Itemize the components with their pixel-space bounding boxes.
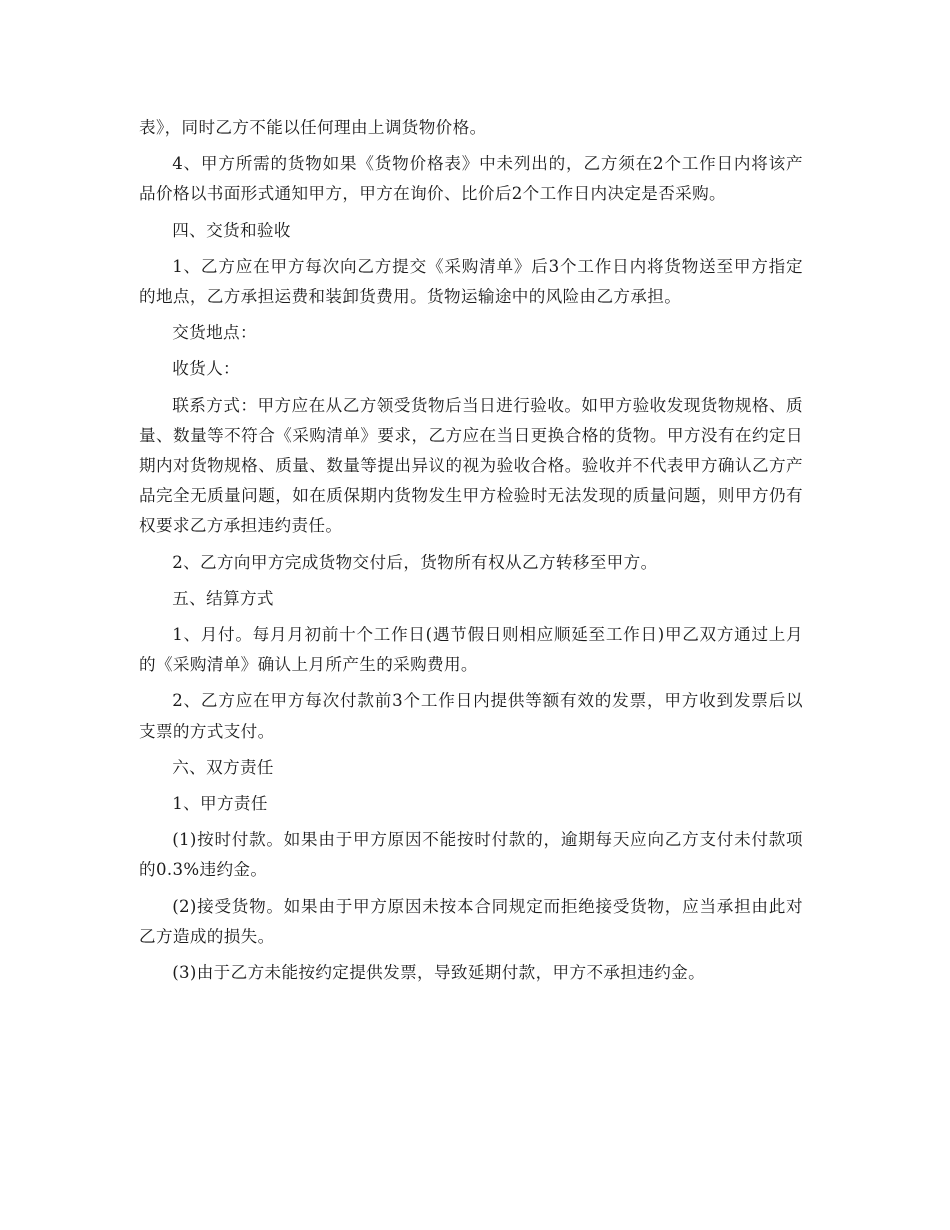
paragraph-invoice: 2、乙方应在甲方每次付款前3个工作日内提供等额有效的发票，甲方收到发票后以支票的方式支付。 [139, 691, 803, 741]
document-body [139, 113, 803, 994]
paragraph-price-adjustment: 表》，同时乙方不能以任何理由上调货物价格。 [139, 118, 487, 137]
field-delivery-location: 交货地点： [172, 323, 257, 343]
paragraph-unlisted-goods: 4、甲方所需的货物如果《货物价格表》中未列出的，乙方须在2个工作日内将该产品价格以书面形式通知甲方，甲方在询价、比价后2个工作日内决定是否采购。 [139, 154, 803, 204]
section-heading-delivery: 四、交货和验收 [172, 220, 291, 240]
section-heading-settlement: 五、结算方式 [172, 588, 274, 608]
paragraph-accept-goods: (2)接受货物。如果由于甲方原因未按本合同规定而拒绝接受货物，应当承担由此对乙方造成的损失。 [139, 896, 803, 946]
paragraph-invoice-delay: (3)由于乙方未能按约定提供发票，导致延期付款，甲方不承担违约金。 [172, 963, 706, 983]
paragraph-timely-payment: (1)按时付款。如果由于甲方原因不能按时付款的，逾期每天应向乙方支付未付款项的0.3%违约金。 [139, 830, 803, 880]
section-heading-responsibilities: 六、双方责任 [172, 757, 274, 777]
subheading-party-a-responsibility: 1、甲方责任 [172, 794, 268, 814]
field-recipient: 收货人： [172, 359, 240, 379]
paragraph-acceptance: 联系方式：甲方应在从乙方领受货物后当日进行验收。如甲方验收发现货物规格、质量、数量等不符合《采购清单》要求，乙方应在当日更换合格的货物。甲方没有在约定日期内对货物规格、质量、数量等提出异议的视为验收合格。验收并不代表甲方确认乙方产品完全无质量问题，如在质保期内货物发生甲方检验时无法发现的质量问题，则甲方仍有权要求乙方承担违约责任。 [139, 395, 803, 536]
paragraph-ownership-transfer: 2、乙方向甲方完成货物交付后，货物所有权从乙方转移至甲方。 [172, 552, 658, 572]
paragraph-monthly-payment: 1、月付。每月月初前十个工作日(遇节假日则相应顺延至工作日)甲乙双方通过上月的《采购清单》确认上月所产生的采购费用。 [139, 625, 803, 675]
paragraph-delivery-terms: 1、乙方应在甲方每次向乙方提交《采购清单》后3个工作日内将货物送至甲方指定的地点，乙方承担运费和装卸货费用。货物运输途中的风险由乙方承担。 [139, 256, 803, 307]
